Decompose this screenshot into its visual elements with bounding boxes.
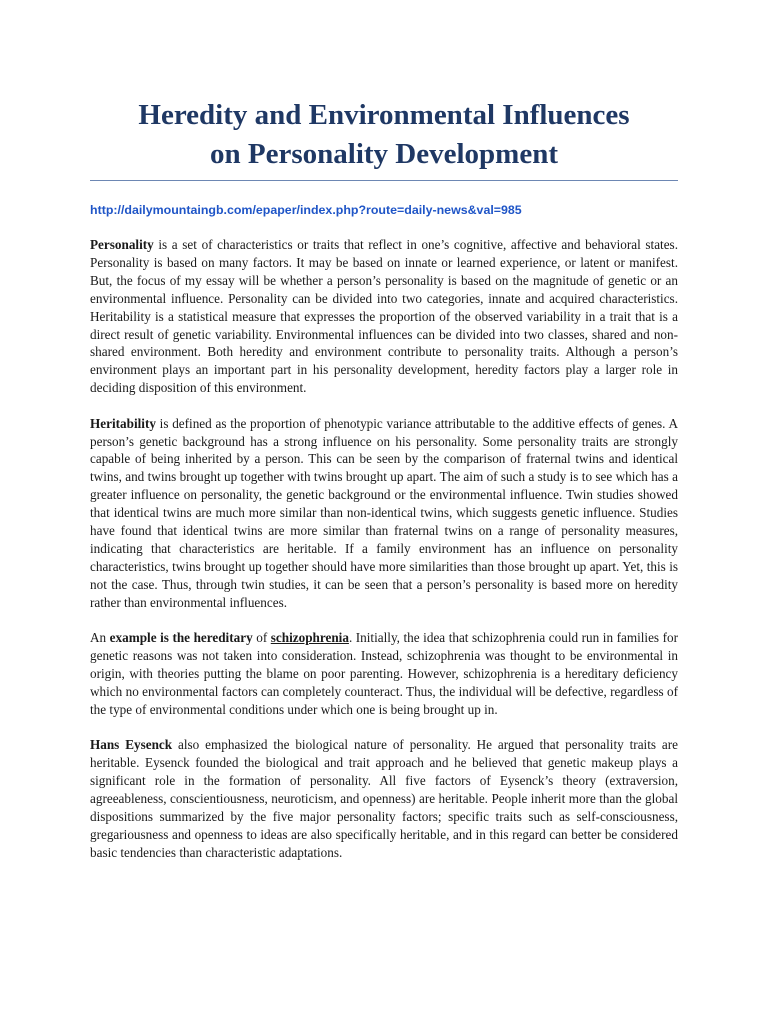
paragraph-lead: Heritability — [90, 415, 156, 431]
paragraph-prefix: An — [90, 630, 110, 646]
paragraph-personality — [90, 236, 678, 397]
paragraph-lead: Hans Eysenck — [90, 737, 173, 753]
title-line-1: Heredity and Environmental Influences — [138, 99, 630, 131]
paragraph-text: . Initially, the idea that schizophrenia could run in families for genetic reasons was not taken into consideration. Instead, schizophrenia was thought to be environmental in origin, with theories putting the blame on poor parenting. However, schizophrenia is a hereditary deficiency which no environmental factors can completely counteract. Thus, the individual will be defective, regardless of the type of environmental conditions under which one is being brought up in. — [90, 630, 678, 717]
paragraph-text: is defined as the proportion of phenotypic variance attributable to the additive effects of genes. A person’s genetic background has a strong influence on his personality. Some personality traits are strongly capable of being inherited by a person. This can be seen by the comparison of fraternal twins and identical twins, and twins brought up together with twins brought up apart. The aim of such a study is to see which has a greater influence on personality, the genetic background or the environmental influence. Twin studies showed that identical twins are much more similar than non-identical twins, which suggests genetic influence. Studies have found that identical twins are more similar than fraternal twins on a range of personality measures, indicating that characteristics are heritable. If a family environment has an influence on personality characteristics, twins brought up together should have more similarities than those brought up apart. Yet, this is not the case. Thus, through twin studies, it can be seen that a person’s personality is based more on heredity rather than environmental influences. — [90, 415, 678, 610]
paragraph-lead: Personality — [90, 237, 154, 252]
paragraph-text: is a set of characteristics or traits that reflect in one’s cognitive, affective and behavioral states. Personality is based on many factors. It may be based on innate or learned experience, or latent or manifest. But, the focus of my essay will be whether a person’s personality is based on the magnitude of genetic or an environmental influence. Personality can be divided into two categories, innate and acquired characteristics. Heritability is a statistical measure that expresses the proportion of the observed variability in a trait that is a direct result of genetic variability. Environmental influences can be divided into two classes, shared and non-shared environment. Both heredity and environment contribute to personality traits. Although a person’s environment plays an important part in his personality development, heredity factors play a larger role in deciding disposition of this environment. — [90, 237, 678, 396]
paragraph-text: also emphasized the biological nature of personality. He argued that personality traits are heritable. Eysenck founded the biological and trait approach and he believed that genetic makeup plays a significant role in the formation of personality. All five factors of Eysenck’s theory (extraversion, agreeableness, conscientiousness, neuroticism, and openness) are heritable. People inherit more than the global dispositions summarized by the five major personality factors; specific traits such as self-consciousness, gregariousness and openness to ideas are also specifically heritable, and in this regard can better be considered basic tendencies than characteristic adaptations. — [90, 737, 678, 860]
title-line-2: on Personality Development — [210, 138, 558, 170]
paragraph-eysenck — [90, 736, 678, 861]
paragraph-heritability — [90, 415, 678, 612]
source-url-link[interactable]: http://dailymountaingb.com/epaper/index.php?route=daily-news&val=985 — [90, 203, 522, 217]
schizophrenia-term: schizophrenia — [270, 630, 349, 646]
paragraph-lead: example is the hereditary — [109, 630, 253, 646]
paragraph-schizophrenia — [90, 629, 678, 719]
title-divider — [90, 180, 678, 181]
document-body — [90, 236, 678, 862]
paragraph-connector: of — [252, 630, 271, 646]
document-title — [90, 96, 678, 174]
